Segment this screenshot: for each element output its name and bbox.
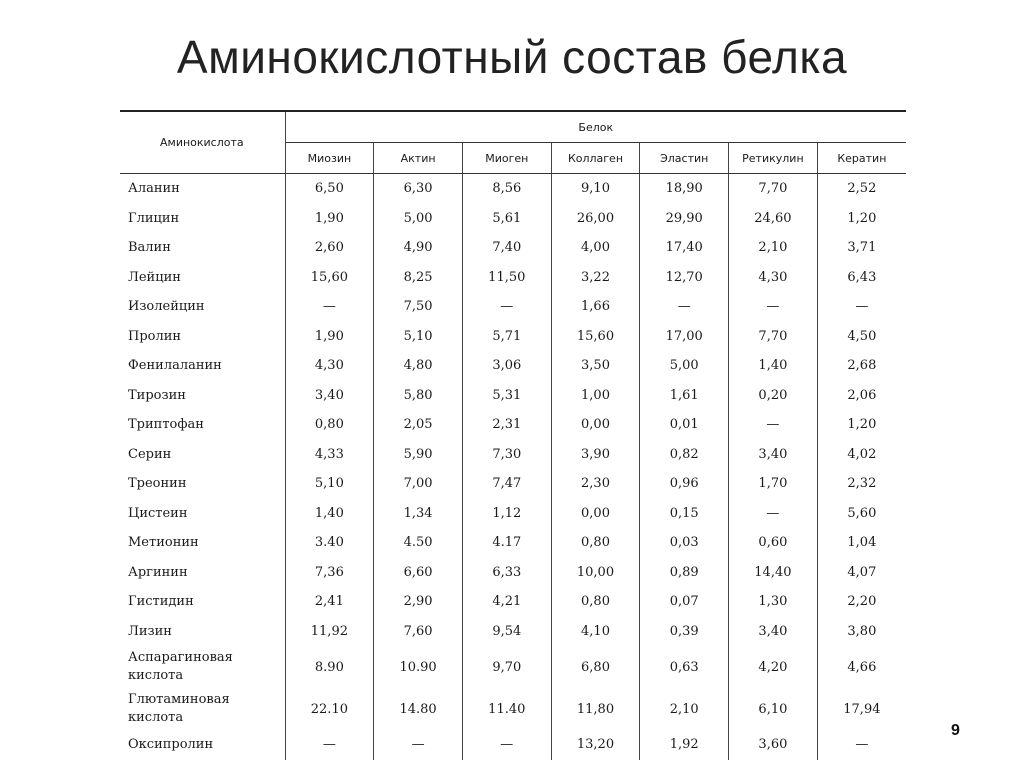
amino-acid-name: Серин bbox=[128, 446, 172, 462]
table-cell: 0,00 bbox=[551, 499, 640, 529]
table-cell: 2,06 bbox=[817, 381, 906, 411]
table-cell: 7,36 bbox=[285, 558, 374, 588]
column-header-myogen: Миоген bbox=[462, 143, 551, 174]
amino-acid-name: Аланин bbox=[128, 181, 180, 197]
table-cell: 4,90 bbox=[374, 233, 463, 263]
table-cell: 8.90 bbox=[285, 646, 374, 688]
table-row bbox=[120, 410, 906, 440]
table-cell: 9,70 bbox=[462, 646, 551, 688]
table-cell: 5,80 bbox=[374, 381, 463, 411]
amino-acid-name: Триптофан bbox=[128, 417, 204, 433]
table-cell: 0,00 bbox=[551, 410, 640, 440]
table-cell: 0,15 bbox=[640, 499, 729, 529]
table-cell: 11.40 bbox=[462, 688, 551, 730]
table-cell: 9,10 bbox=[551, 174, 640, 204]
table-cell: 6,33 bbox=[462, 558, 551, 588]
table-cell: 11,92 bbox=[285, 617, 374, 647]
table-cell: 18,90 bbox=[640, 174, 729, 204]
table-cell: 3.40 bbox=[285, 528, 374, 558]
table-cell: 0,60 bbox=[729, 528, 818, 558]
table-row bbox=[120, 233, 906, 263]
table-cell: 2,31 bbox=[462, 410, 551, 440]
table-cell: 12,70 bbox=[640, 263, 729, 293]
table-cell: 5,10 bbox=[374, 322, 463, 352]
amino-acid-name: Гистидин bbox=[128, 594, 194, 610]
table-cell: 7,70 bbox=[729, 174, 818, 204]
table-cell: 1,90 bbox=[285, 322, 374, 352]
amino-acid-name: Изолейцин bbox=[128, 299, 205, 315]
table-cell: 6,50 bbox=[285, 174, 374, 204]
table-cell: 3,40 bbox=[729, 617, 818, 647]
table-cell: 0,82 bbox=[640, 440, 729, 470]
protein-group-header: Белок bbox=[285, 111, 906, 143]
table-cell: 2,90 bbox=[374, 587, 463, 617]
amino-acid-name: Лизин bbox=[128, 623, 172, 639]
table-row bbox=[120, 381, 906, 411]
table-cell: 1,34 bbox=[374, 499, 463, 529]
table-cell: 1,04 bbox=[817, 528, 906, 558]
table-cell: — bbox=[729, 499, 818, 529]
table-cell: 7,47 bbox=[462, 469, 551, 499]
table-cell: — bbox=[285, 730, 374, 760]
table-cell: 5,71 bbox=[462, 322, 551, 352]
table-cell: 5,31 bbox=[462, 381, 551, 411]
amino-acid-name: Валин bbox=[128, 240, 171, 256]
column-header-myosin: Миозин bbox=[285, 143, 374, 174]
amino-acid-name: Оксипролин bbox=[128, 737, 214, 753]
table-cell: 0,80 bbox=[551, 528, 640, 558]
table-cell: 3,40 bbox=[285, 381, 374, 411]
amino-acid-name: Пролин bbox=[128, 328, 182, 344]
amino-acid-name: Аргинин bbox=[128, 564, 188, 580]
table-cell: 2,05 bbox=[374, 410, 463, 440]
table-cell: 5,61 bbox=[462, 204, 551, 234]
table-cell: 5,00 bbox=[374, 204, 463, 234]
table-cell: 0,20 bbox=[729, 381, 818, 411]
table-cell: 10.90 bbox=[374, 646, 463, 688]
table-cell: 10,00 bbox=[551, 558, 640, 588]
table-cell: 6,10 bbox=[729, 688, 818, 730]
table-cell: 0,03 bbox=[640, 528, 729, 558]
table-cell: — bbox=[640, 292, 729, 322]
table-cell: 5,00 bbox=[640, 351, 729, 381]
table-cell: — bbox=[729, 292, 818, 322]
table-cell: 7,00 bbox=[374, 469, 463, 499]
table-cell: 1,30 bbox=[729, 587, 818, 617]
table-row bbox=[120, 322, 906, 352]
table-cell: 3,80 bbox=[817, 617, 906, 647]
table-cell: 1,40 bbox=[729, 351, 818, 381]
table-cell: 2,20 bbox=[817, 587, 906, 617]
table-row bbox=[120, 617, 906, 647]
table-cell: 14,40 bbox=[729, 558, 818, 588]
table-cell: 6,80 bbox=[551, 646, 640, 688]
table-cell: 1,40 bbox=[285, 499, 374, 529]
table-cell: — bbox=[285, 292, 374, 322]
table-row bbox=[120, 292, 906, 322]
table-cell: 7,60 bbox=[374, 617, 463, 647]
table-cell: 4,21 bbox=[462, 587, 551, 617]
amino-acid-name: Фенилаланин bbox=[128, 358, 222, 374]
table-cell: 5,10 bbox=[285, 469, 374, 499]
amino-acid-name: Лейцин bbox=[128, 269, 181, 285]
table-cell: 0,07 bbox=[640, 587, 729, 617]
table-cell: 8,56 bbox=[462, 174, 551, 204]
table-cell: 4.50 bbox=[374, 528, 463, 558]
column-header-keratin: Кератин bbox=[817, 143, 906, 174]
table-cell: 0,63 bbox=[640, 646, 729, 688]
table-cell: 2,10 bbox=[729, 233, 818, 263]
table-cell: 2,10 bbox=[640, 688, 729, 730]
table-cell: 1,61 bbox=[640, 381, 729, 411]
table-cell: 4,66 bbox=[817, 646, 906, 688]
table-cell: 0,89 bbox=[640, 558, 729, 588]
table-cell: 0,80 bbox=[285, 410, 374, 440]
table-cell: 17,40 bbox=[640, 233, 729, 263]
amino-acid-name: Глицин bbox=[128, 210, 180, 226]
table-cell: 7,40 bbox=[462, 233, 551, 263]
table-row bbox=[120, 204, 906, 234]
table-cell: 4,10 bbox=[551, 617, 640, 647]
table-cell: 3,90 bbox=[551, 440, 640, 470]
table-row bbox=[120, 688, 906, 730]
table-cell: 4,00 bbox=[551, 233, 640, 263]
table-cell: 1,70 bbox=[729, 469, 818, 499]
table-cell: 4,30 bbox=[285, 351, 374, 381]
table-cell: — bbox=[462, 292, 551, 322]
table-cell: — bbox=[462, 730, 551, 760]
table-cell: 26,00 bbox=[551, 204, 640, 234]
column-header-elastin: Эластин bbox=[640, 143, 729, 174]
table-cell: 24,60 bbox=[729, 204, 818, 234]
table-cell: 6,60 bbox=[374, 558, 463, 588]
table-cell: 17,94 bbox=[817, 688, 906, 730]
table-cell: 4,33 bbox=[285, 440, 374, 470]
table-cell: 5,90 bbox=[374, 440, 463, 470]
table-cell: 17,00 bbox=[640, 322, 729, 352]
table-cell: 4.17 bbox=[462, 528, 551, 558]
table-cell: 0,01 bbox=[640, 410, 729, 440]
table-cell: 7,70 bbox=[729, 322, 818, 352]
table-row bbox=[120, 558, 906, 588]
table-cell: 2,60 bbox=[285, 233, 374, 263]
table-cell: 2,68 bbox=[817, 351, 906, 381]
table-cell: 15,60 bbox=[285, 263, 374, 293]
table-cell: 2,52 bbox=[817, 174, 906, 204]
table-cell: 2,32 bbox=[817, 469, 906, 499]
table-row bbox=[120, 646, 906, 688]
table-row bbox=[120, 587, 906, 617]
amino-acid-name: Аспарагиновая кислота bbox=[128, 650, 233, 683]
table-row bbox=[120, 351, 906, 381]
table-row bbox=[120, 730, 906, 760]
table-cell: 29,90 bbox=[640, 204, 729, 234]
table-cell: 5,60 bbox=[817, 499, 906, 529]
table-cell: 1,20 bbox=[817, 410, 906, 440]
table-cell: 2,30 bbox=[551, 469, 640, 499]
table-cell: 7,50 bbox=[374, 292, 463, 322]
table-cell: 13,20 bbox=[551, 730, 640, 760]
table-cell: 0,80 bbox=[551, 587, 640, 617]
row-header: Аминокислота bbox=[120, 111, 285, 174]
table-cell: 4,50 bbox=[817, 322, 906, 352]
column-header-reticulin: Ретикулин bbox=[729, 143, 818, 174]
table-cell: — bbox=[374, 730, 463, 760]
table-cell: 3,60 bbox=[729, 730, 818, 760]
table-row bbox=[120, 263, 906, 293]
column-header-actin: Актин bbox=[374, 143, 463, 174]
table-cell: 9,54 bbox=[462, 617, 551, 647]
table-cell: 1,20 bbox=[817, 204, 906, 234]
amino-acid-name: Треонин bbox=[128, 476, 187, 492]
table-cell: 8,25 bbox=[374, 263, 463, 293]
table-cell: 3,71 bbox=[817, 233, 906, 263]
table-cell: 1,92 bbox=[640, 730, 729, 760]
amino-acid-name: Метионин bbox=[128, 535, 199, 551]
table-cell: 4,80 bbox=[374, 351, 463, 381]
table-cell: 3,06 bbox=[462, 351, 551, 381]
table-cell: 15,60 bbox=[551, 322, 640, 352]
table-cell: 7,30 bbox=[462, 440, 551, 470]
table-cell: 1,12 bbox=[462, 499, 551, 529]
table-cell: 4,20 bbox=[729, 646, 818, 688]
table-row bbox=[120, 440, 906, 470]
page-number: 9 bbox=[951, 722, 960, 739]
table-cell: 3,40 bbox=[729, 440, 818, 470]
table-cell: 22.10 bbox=[285, 688, 374, 730]
table-cell: — bbox=[817, 730, 906, 760]
table-cell: 2,41 bbox=[285, 587, 374, 617]
table-row bbox=[120, 499, 906, 529]
table-cell: 1,00 bbox=[551, 381, 640, 411]
table-row bbox=[120, 528, 906, 558]
table-cell: — bbox=[729, 410, 818, 440]
table-cell: — bbox=[817, 292, 906, 322]
table-cell: 4,30 bbox=[729, 263, 818, 293]
column-header-collagen: Коллаген bbox=[551, 143, 640, 174]
table-cell: 14.80 bbox=[374, 688, 463, 730]
table-row bbox=[120, 469, 906, 499]
table-body bbox=[120, 174, 906, 760]
table-cell: 0,96 bbox=[640, 469, 729, 499]
amino-acid-table bbox=[120, 110, 906, 760]
table-cell: 11,50 bbox=[462, 263, 551, 293]
table-cell: 3,50 bbox=[551, 351, 640, 381]
amino-acid-name: Тирозин bbox=[128, 387, 186, 403]
table-cell: 4,02 bbox=[817, 440, 906, 470]
amino-acid-name: Глютаминовая кислота bbox=[128, 692, 230, 725]
table-cell: 0,39 bbox=[640, 617, 729, 647]
amino-acid-name: Цистеин bbox=[128, 505, 188, 521]
table-cell: 6,30 bbox=[374, 174, 463, 204]
table-cell: 3,22 bbox=[551, 263, 640, 293]
table-cell: 1,66 bbox=[551, 292, 640, 322]
slide-title: Аминокислотный состав белка bbox=[176, 31, 848, 83]
table-cell: 1,90 bbox=[285, 204, 374, 234]
table-cell: 4,07 bbox=[817, 558, 906, 588]
table-cell: 11,80 bbox=[551, 688, 640, 730]
table-row bbox=[120, 174, 906, 204]
table-cell: 6,43 bbox=[817, 263, 906, 293]
